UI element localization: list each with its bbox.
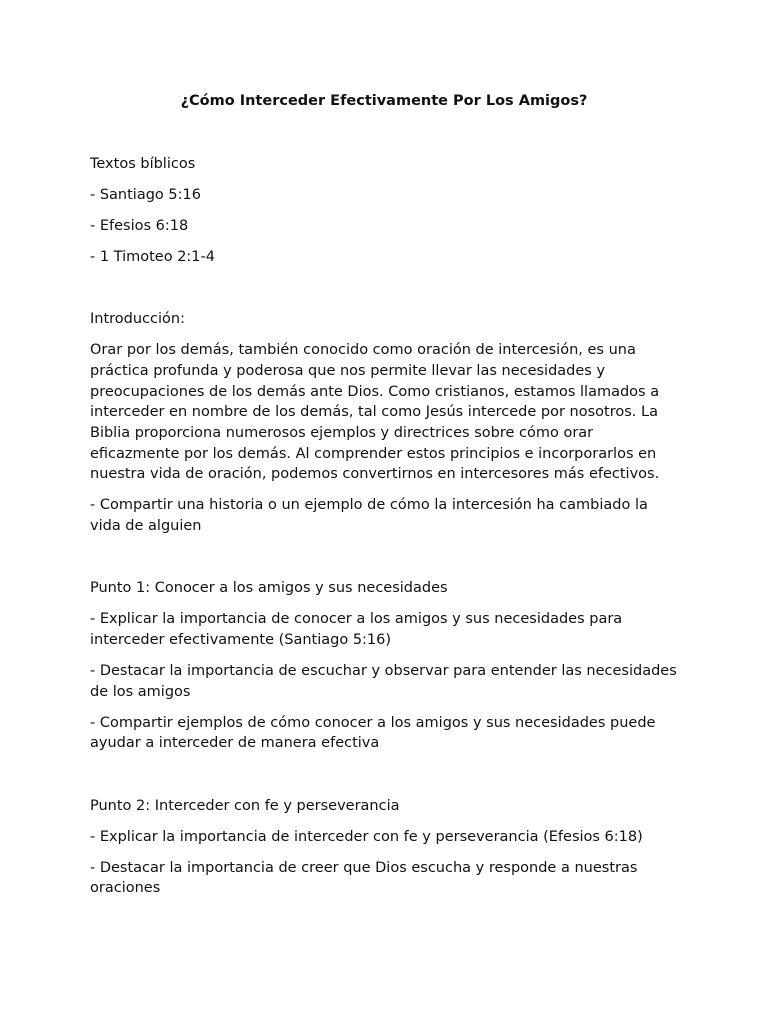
list-item: - Destacar la importancia de escuchar y observar para entender las necesidades de los amigos — [90, 663, 677, 700]
list-item: - Explicar la importancia de interceder con fe y perseverancia (Efesios 6:18) — [90, 828, 643, 845]
document-title: ¿Cómo Interceder Efectivamente Por Los Amigos? — [180, 93, 588, 109]
section-introduction — [90, 309, 678, 537]
section-point-2 — [90, 796, 678, 899]
section-heading: Punto 2: Interceder con fe y perseverancia — [90, 797, 400, 814]
list-item: - Compartir una historia o un ejemplo de cómo la intercesión ha cambiado la vida de alguien — [90, 497, 648, 535]
list-item: - Destacar la importancia de creer que Dios escucha y responde a nuestras oraciones — [90, 859, 638, 897]
list-item: - Efesios 6:18 — [90, 218, 189, 234]
list-item: - 1 Timoteo 2:1-4 — [90, 249, 215, 265]
list-item: - Santiago 5:16 — [90, 187, 201, 203]
list-item: - Explicar la importancia de conocer a los amigos y sus necesidades para interceder efectivamente (Santiago 5:16) — [90, 611, 623, 649]
section-heading: Textos bíblicos — [90, 156, 196, 172]
section-heading: Punto 1: Conocer a los amigos y sus necesidades — [90, 580, 448, 597]
section-biblical-texts — [90, 154, 678, 268]
section-heading: Introducción: — [90, 311, 185, 328]
body-paragraph: Orar por los demás, también conocido como oración de intercesión, es una práctica profunda y poderosa que nos permite llevar las necesidades y preocupaciones de los demás ante Dios. Como cristianos, estamos llamados a interceder en nombre de los demás, tal como Jesús intercede por nosotros. La Biblia proporciona numerosos ejemplos y directrices sobre cómo orar eficazmente por los demás. Al comprender estos principios e incorporarlos en nuestra vida de oración, podemos convertirnos en intercesores más efectivos. — [90, 342, 660, 483]
section-point-1 — [90, 578, 678, 754]
list-item: - Compartir ejemplos de cómo conocer a los amigos y sus necesidades puede ayudar a interceder de manera efectiva — [90, 714, 656, 752]
